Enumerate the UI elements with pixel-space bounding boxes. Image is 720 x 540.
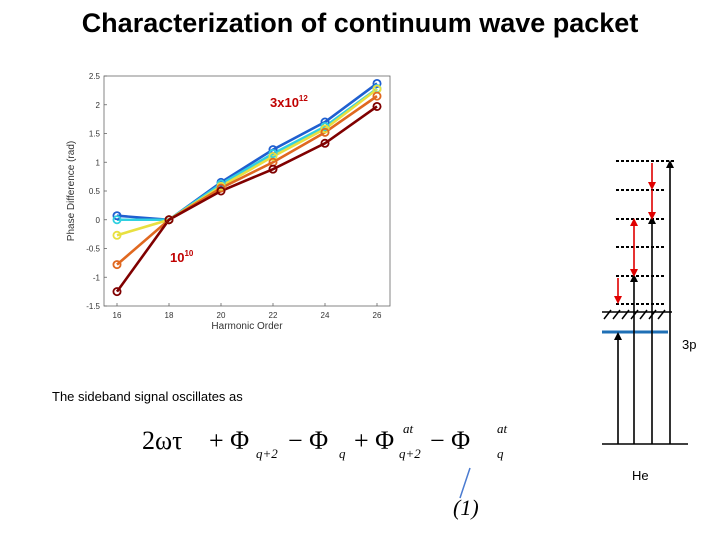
series-line-0	[117, 83, 377, 219]
formula-sub-q2: q+2	[256, 446, 278, 461]
formula-sup-at-2: at	[497, 421, 508, 436]
high-intensity-base: 3x10	[270, 95, 299, 110]
formula-term-phi-at-q: − Φ	[430, 426, 471, 455]
y-tick-label: 1	[95, 158, 100, 168]
x-tick-label: 24	[320, 311, 330, 320]
phase-difference-chart	[60, 66, 400, 336]
low-intensity-base: 10	[170, 250, 185, 265]
x-tick-label: 18	[164, 311, 174, 320]
sideband-formula	[136, 418, 526, 468]
y-tick-label: 1.5	[88, 129, 100, 139]
sideband-text: The sideband signal oscillates as	[52, 389, 243, 404]
ionization-threshold	[602, 310, 672, 319]
y-axis-label: Phase Difference (rad)	[66, 140, 77, 242]
formula-sub-q-2: q	[497, 446, 504, 461]
y-tick-label: 0.5	[88, 187, 100, 196]
equation-number	[446, 465, 496, 525]
energy-level-diagram	[590, 150, 716, 495]
slide-title: Characterization of continuum wave packet	[81, 8, 639, 38]
3p-label: 3p	[682, 337, 697, 352]
x-tick-label: 22	[268, 311, 278, 320]
equation-number-text: (1)	[453, 495, 479, 520]
he-label: He	[632, 468, 649, 483]
y-tick-label: -1	[92, 273, 100, 283]
high-intensity-annotation	[270, 94, 308, 110]
high-intensity-exponent: 12	[298, 94, 308, 103]
low-intensity-exponent: 10	[184, 249, 194, 258]
x-tick-label: 16	[112, 311, 122, 320]
equation-pointer-line	[460, 468, 470, 498]
formula-sub-q: q	[339, 446, 346, 461]
x-tick-label: 20	[216, 311, 226, 320]
continuum-levels	[616, 161, 676, 304]
series-points	[113, 80, 380, 295]
series-line-1	[117, 89, 377, 220]
formula-term-phi-q2: + Φ	[209, 426, 250, 455]
series-line-4	[117, 106, 377, 291]
y-tick-label: -0.5	[86, 244, 100, 254]
series-lines	[117, 83, 377, 291]
formula-term-phi-q: − Φ	[288, 426, 329, 455]
y-tick-label: 2	[95, 100, 100, 110]
x-axis-ticks	[113, 303, 382, 320]
y-tick-label: -1.5	[86, 302, 100, 311]
y-tick-label: 0	[95, 215, 100, 225]
x-axis-label: Harmonic Order	[211, 321, 283, 332]
x-tick-label: 26	[372, 311, 382, 320]
formula-term-phi-at-q2: + Φ	[354, 426, 395, 455]
formula-term-omega-tau: 2ωτ	[142, 426, 183, 455]
formula-sub-q2-2: q+2	[399, 446, 421, 461]
y-tick-label: 2.5	[88, 72, 100, 81]
ir-photon-arrows	[618, 163, 652, 300]
low-intensity-annotation	[170, 249, 194, 265]
formula-sup-at-1: at	[403, 421, 414, 436]
